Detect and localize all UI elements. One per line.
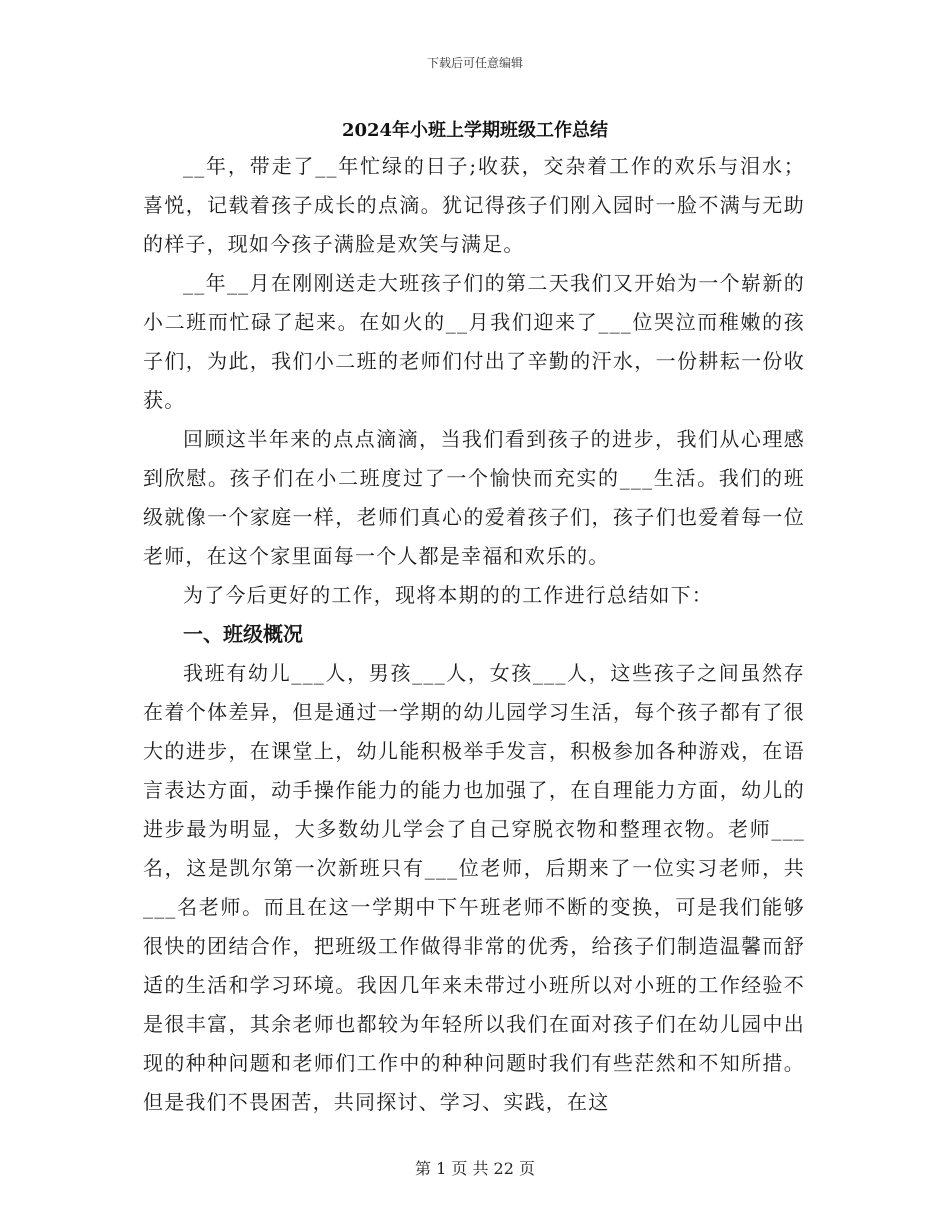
page-header-note: 下载后可任意编辑: [426, 56, 523, 70]
paragraph-new-class: __年__月在刚刚送走大班孩子们的第二天我们又开始为一个崭新的小二班而忙碌了起来。在如火的__月我们迎来了___位哭泣而稚嫩的孩子们，为此，我们小二班的老师们付出了辛勤的汗水，一份耕耘一份收获。: [143, 271, 805, 412]
section-heading-class-overview: 一、班级概况: [183, 622, 303, 646]
paragraph-intro: __年，带走了__年忙绿的日子;收获，交杂着工作的欢乐与泪水；喜悦，记载着孩子成长的点滴。犹记得孩子们刚入园时一脸不满与无助的样子，现如今孩子满脸是欢笑与满足。: [143, 154, 805, 256]
document-body: [143, 147, 805, 1122]
paragraph-class-overview: 我班有幼儿___人，男孩___人，女孩___人，这些孩子之间虽然存在着个体差异，但是通过一学期的幼儿园学习生活，每个孩子都有了很大的进步，在课堂上，幼儿能积极举手发言，积极参加各种游戏，在语言表达方面，动手操作能力的能力也加强了，在自理能力方面，幼儿的进步最为明显，大多数幼儿学会了自己穿脱衣物和整理衣物。老师___名，这是凯尔第一次新班只有___位老师，后期来了一位实习老师，共___名老师。而且在这一学期中下午班老师不断的变换，可是我们能够很快的团结合作，把班级工作做得非常的优秀，给孩子们制造温馨而舒适的生活和学习环境。我因几年来未带过小班所以对小班的工作经验不是很丰富，其余老师也都较为年轻所以我们在面对孩子们在幼儿园中出现的种种问题和老师们工作中的种种问题时我们有些茫然和不知所措。但是我们不畏困苦，共同探讨、学习、实践，在这: [143, 661, 805, 1114]
page-number-footer: 第 1 页 共 22 页: [415, 1159, 535, 1178]
paragraph-review: 回顾这半年来的点点滴滴，当我们看到孩子的进步，我们从心理感到欣慰。孩子们在小二班度过了一个愉快而充实的___生活。我们的班级就像一个家庭一样，老师们真心的爱着孩子们，孩子们也爱着每一位老师，在这个家里面每一个人都是幸福和欢乐的。: [143, 427, 805, 568]
document-title: 2024年小班上学期班级工作总结: [341, 120, 609, 141]
paragraph-summary-lead: 为了今后更好的工作，现将本期的的工作进行总结如下：: [183, 583, 713, 607]
